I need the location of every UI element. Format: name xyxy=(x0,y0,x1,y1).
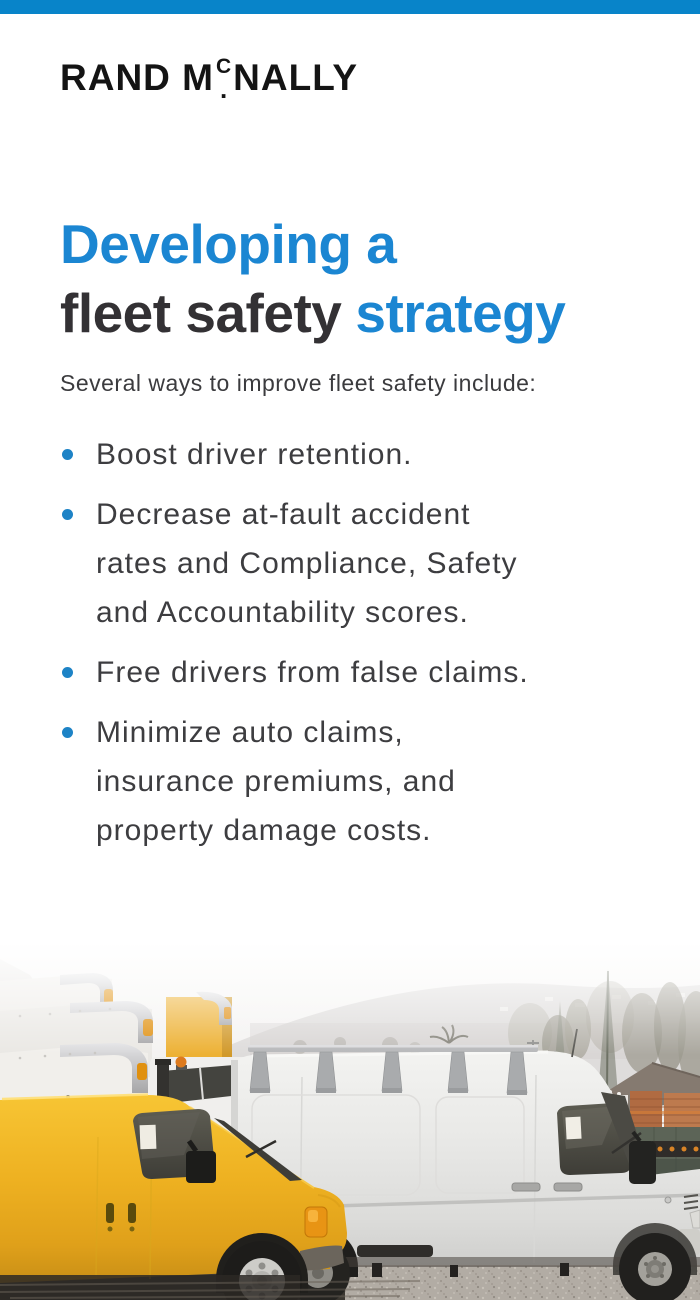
brick-stacks xyxy=(628,1091,700,1131)
logo-text-prefix: RAND M xyxy=(60,57,214,98)
haze-overlay xyxy=(0,945,700,1055)
fleet-photo-illustration xyxy=(0,945,700,1300)
yellow-van-mirror xyxy=(186,1151,216,1183)
logo-mc-stack xyxy=(215,55,233,104)
bullet-line: and Accountability scores. xyxy=(96,596,469,629)
title-line2-dark: fleet safety xyxy=(60,282,342,344)
bullet-line: Decrease at-fault accident xyxy=(96,498,471,531)
window-sticker xyxy=(565,1117,581,1140)
logo-text-suffix: NALLY xyxy=(233,57,359,98)
flatbed-trailer xyxy=(652,1141,700,1157)
bullet-line: Free drivers from false claims. xyxy=(96,656,529,689)
bullet-item xyxy=(60,648,640,697)
side-mirror xyxy=(629,1141,656,1184)
bullet-line: Minimize auto claims, xyxy=(96,716,404,749)
logo-superscript-c: C xyxy=(215,55,233,78)
top-accent-bar xyxy=(0,0,700,14)
intro-text: Several ways to improve fleet safety include: xyxy=(60,370,537,396)
logo-dot: . xyxy=(219,74,229,104)
yellow-van-window-sticker xyxy=(140,1125,157,1150)
title-line1: Developing a xyxy=(60,213,397,275)
title-line2-accent: strategy xyxy=(355,282,566,344)
bullet-line: insurance premiums, and xyxy=(96,765,456,798)
rand-mcnally-logo xyxy=(60,55,359,104)
fleet-photo xyxy=(0,945,700,1300)
bullet-line: rates and Compliance, Safety xyxy=(96,547,518,580)
side-step xyxy=(357,1245,433,1257)
bullet-item xyxy=(60,430,640,479)
bullet-line: Boost driver retention. xyxy=(96,438,413,471)
bullet-list xyxy=(60,430,640,866)
bullet-line: property damage costs. xyxy=(96,814,432,847)
beacon-light xyxy=(176,1057,187,1068)
page-title xyxy=(60,210,565,348)
bullet-item xyxy=(60,708,640,855)
bullet-item xyxy=(60,490,640,637)
